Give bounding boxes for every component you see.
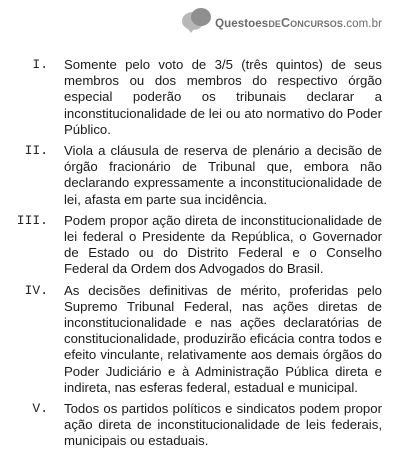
site-logo[interactable] (182, 8, 382, 34)
statement-text: Viola a cláusula de reserva de plenário a decisão de órgão fracionário de Tribunal que, embora não declarando expressamente a inconstitucionalidade de lei, afasta em parte sua incidência. (64, 143, 382, 207)
statement-text: As decisões definitivas de mérito, proferidas pelo Supremo Tribunal Federal, nas ações diretas de inconstitucionalidade e nas ações declaratórias de constitucionalidade, produzirão eficácia contra todos e efeito vinculante, relativamente aos demais órgãos do Poder Judiciário e à Administração Pública direta e indireta, nas esferas federal, estadual e municipal. (64, 282, 382, 395)
logo-text-part1: Questoes (215, 18, 269, 30)
header (0, 0, 404, 40)
logo-text-part2: deConcursos (268, 16, 343, 30)
statement-item-4 (0, 283, 404, 396)
statement-numeral: III. (16, 212, 48, 228)
statement-text: Todos os partidos políticos e sindicatos podem propor ação direta de inconstitucionalidade de leis federais, municipais ou estaduais. (64, 401, 382, 449)
statement-item-2 (0, 143, 404, 208)
statement-item-1 (0, 57, 404, 138)
statement-numeral: II. (24, 143, 48, 159)
statement-text: Somente pelo voto de 3/5 (três quintos) de seus membros ou dos membros do respectivo órgão especial poderão os tribunais declarar a inconstitucionalidade de lei ou ato normativo do Poder Público. (64, 57, 382, 137)
statement-numeral: V. (32, 401, 48, 417)
statement-item-3 (0, 213, 404, 278)
statement-text: Podem propor ação direta de inconstitucionalidade de lei federal o Presidente da República, o Governador de Estado ou do Distrito Federal e o Conselho Federal da Ordem dos Advogados do Brasil. (64, 212, 382, 277)
statement-numeral: I. (32, 57, 48, 72)
statement-item-5 (0, 401, 404, 450)
speech-bubbles-icon (182, 8, 212, 34)
statement-numeral: IV. (24, 282, 48, 298)
statement-list (0, 57, 404, 455)
logo-text (215, 16, 382, 34)
logo-text-part3: .com.br (342, 18, 382, 30)
